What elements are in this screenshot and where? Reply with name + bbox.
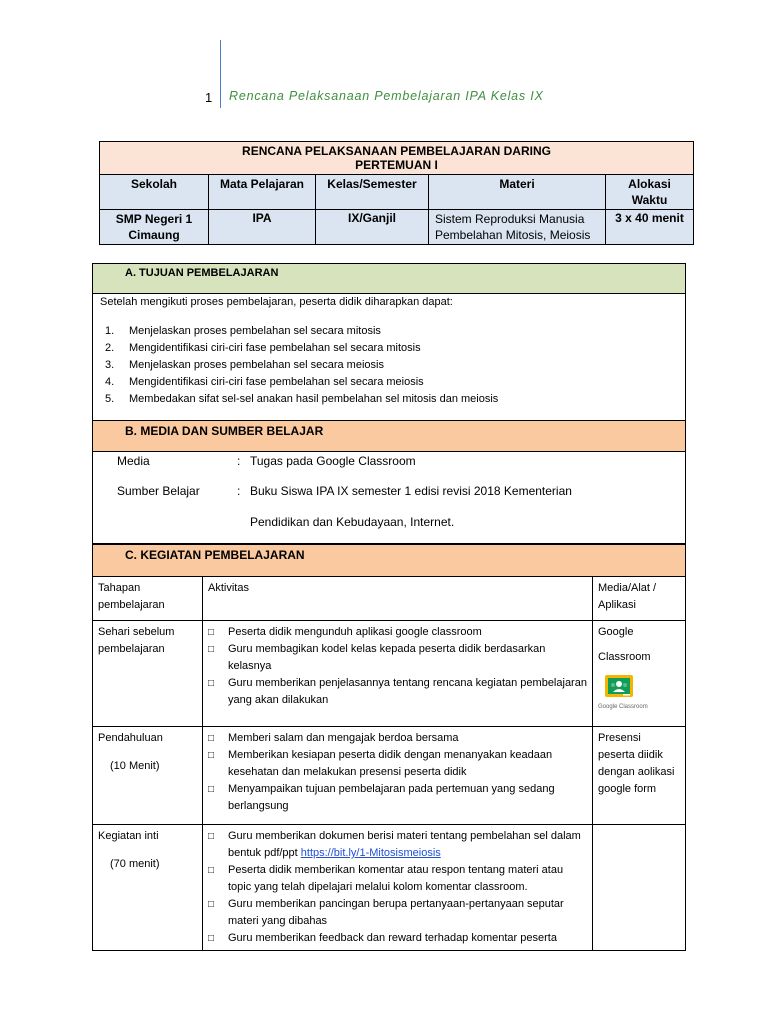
activities-cell xyxy=(203,621,593,727)
checkbox-bullet: □ xyxy=(208,933,215,944)
activity-item: Guru memberikan penjelasannya tentang rencana kegiatan pembelajaran yang akan dilakukan xyxy=(228,677,587,706)
info-table-title-line2: PERTEMUAN I xyxy=(355,158,438,172)
header-divider xyxy=(220,40,221,108)
media-colon: : xyxy=(237,454,241,468)
checkbox-bullet: □ xyxy=(208,733,215,744)
activity-item: Menyampaikan tujuan pembelajaran pada pertemuan yang sedang berlangsung xyxy=(228,783,555,812)
stage-name: Kegiatan inti xyxy=(98,830,159,842)
col-media: Media/Alat / Aplikasi xyxy=(593,577,686,621)
header-sekolah: Sekolah xyxy=(100,175,209,210)
value-kelas-semester: IX/Ganjil xyxy=(316,210,429,245)
value-materi-line2: Pembelahan Mitosis, Meiosis xyxy=(435,228,591,242)
stage-cell xyxy=(93,825,203,951)
stage-cell xyxy=(93,727,203,825)
value-alokasi-waktu: 3 x 40 menit xyxy=(606,210,694,245)
checkbox-bullet: □ xyxy=(208,831,215,842)
media-google: Google xyxy=(598,626,634,638)
activity-item: Peserta didik mengunduh aplikasi google classroom xyxy=(228,626,482,638)
media-text: Presensi peserta diidik dengan aolikasi google form xyxy=(598,732,675,795)
objective-number: 4. xyxy=(105,376,115,388)
activities-table xyxy=(92,576,686,951)
section-a-intro: Setelah mengikuti proses pembelajaran, peserta didik diharapkan dapat: xyxy=(100,296,453,308)
value-materi-line1: Sistem Reproduksi Manusia xyxy=(435,212,585,226)
objective-number: 3. xyxy=(105,359,115,371)
objective-number: 1. xyxy=(105,325,115,337)
stage-duration: (10 Menit) xyxy=(110,760,160,772)
info-table-title xyxy=(100,142,694,175)
header-mata-pelajaran: Mata Pelajaran xyxy=(209,175,316,210)
activity-item: Guru memberikan feedback dan reward terhadap komentar peserta xyxy=(228,932,557,944)
page-number: 1 xyxy=(205,90,213,105)
objective-number: 2. xyxy=(105,342,115,354)
value-sekolah: SMP Negeri 1 Cimaung xyxy=(100,210,209,245)
section-a-heading: A. TUJUAN PEMBELAJARAN xyxy=(92,263,686,294)
value-materi xyxy=(429,210,606,245)
checkbox-bullet: □ xyxy=(208,784,215,795)
sumber-line2: Pendidikan dan Kebudayaan, Internet. xyxy=(250,515,455,529)
checkbox-bullet: □ xyxy=(208,644,215,655)
header-materi: Materi xyxy=(429,175,606,210)
objective-text: Membedakan sifat sel-sel anakan hasil pembelahan sel mitosis dan meiosis xyxy=(129,393,499,405)
activity-text: Guru memberikan dokumen berisi materi tentang pembelahan sel dalam bentuk pdf/ppt xyxy=(228,830,581,859)
info-table-title-line1: RENCANA PELAKSANAAN PEMBELAJARAN DARING xyxy=(242,144,551,158)
checkbox-bullet: □ xyxy=(208,899,215,910)
media-value: Tugas pada Google Classroom xyxy=(250,454,416,468)
col-aktivitas: Aktivitas xyxy=(203,577,593,621)
sumber-label: Sumber Belajar xyxy=(117,484,200,498)
header-alokasi-waktu: Alokasi Waktu xyxy=(606,175,694,210)
objective-text: Menjelaskan proses pembelahan sel secara meiosis xyxy=(129,359,384,371)
activity-item: Peserta didik memberikan komentar atau respon tentang materi atau topic yang telah dipelajari melalui kolom komentar classroom. xyxy=(228,864,564,893)
objective-item xyxy=(105,357,498,374)
objective-item xyxy=(105,323,498,340)
col-tahapan: Tahapan pembelajaran xyxy=(93,577,203,621)
sumber-line1: Buku Siswa IPA IX semester 1 edisi revisi 2018 Kementerian xyxy=(250,484,572,498)
header-kelas-semester: Kelas/Semester xyxy=(316,175,429,210)
stage-cell xyxy=(93,621,203,727)
materi-link[interactable]: https://bit.ly/1-Mitosismeiosis xyxy=(300,847,441,859)
section-a-body xyxy=(92,293,686,421)
objective-item xyxy=(105,391,498,408)
activity-item: Memberikan kesiapan peserta didik dengan menanyakan keadaan kesehatan dan melakukan presensi peserta didik xyxy=(228,749,553,778)
checkbox-bullet: □ xyxy=(208,750,215,761)
objective-text: Menjelaskan proses pembelahan sel secara mitosis xyxy=(129,325,381,337)
activity-item xyxy=(228,828,587,862)
info-table xyxy=(99,141,694,245)
document-header-title: Rencana Pelaksanaan Pembelajaran IPA Kelas IX xyxy=(229,89,544,103)
objectives-list xyxy=(105,323,498,408)
media-classroom: Classroom xyxy=(598,651,651,663)
media-cell xyxy=(593,621,686,727)
activity-item: Memberi salam dan mengajak berdoa bersama xyxy=(228,732,459,744)
stage-name: Pendahuluan xyxy=(98,732,163,744)
google-classroom-caption: Google Classroom xyxy=(598,704,648,710)
activity-item: Guru memberikan pancingan berupa pertanyaan-pertanyaan seputar materi yang dibahas xyxy=(228,898,564,927)
objective-number: 5. xyxy=(105,393,115,405)
checkbox-bullet: □ xyxy=(208,678,215,689)
section-c-heading: C. KEGIATAN PEMBELAJARAN xyxy=(92,544,686,577)
objective-item xyxy=(105,374,498,391)
checkbox-bullet: □ xyxy=(208,627,215,638)
activity-item: Guru membagikan kodel kelas kepada peserta didik berdasarkan kelasnya xyxy=(228,643,546,672)
stage-duration: (70 menit) xyxy=(110,858,160,870)
activities-cell xyxy=(203,825,593,951)
section-b-heading: B. MEDIA DAN SUMBER BELAJAR xyxy=(92,420,686,452)
stage-name: Sehari sebelum pembelajaran xyxy=(98,626,175,655)
objective-text: Mengidentifikasi ciri-ciri fase pembelahan sel secara meiosis xyxy=(129,376,424,388)
checkbox-bullet: □ xyxy=(208,865,215,876)
sumber-colon: : xyxy=(237,484,241,498)
objective-item xyxy=(105,340,498,357)
media-label: Media xyxy=(117,454,150,468)
objective-text: Mengidentifikasi ciri-ciri fase pembelahan sel secara mitosis xyxy=(129,342,421,354)
activities-cell xyxy=(203,727,593,825)
section-b-body xyxy=(92,451,686,544)
value-mata-pelajaran: IPA xyxy=(209,210,316,245)
media-cell xyxy=(593,727,686,825)
google-classroom-icon xyxy=(598,674,648,710)
media-cell xyxy=(593,825,686,951)
